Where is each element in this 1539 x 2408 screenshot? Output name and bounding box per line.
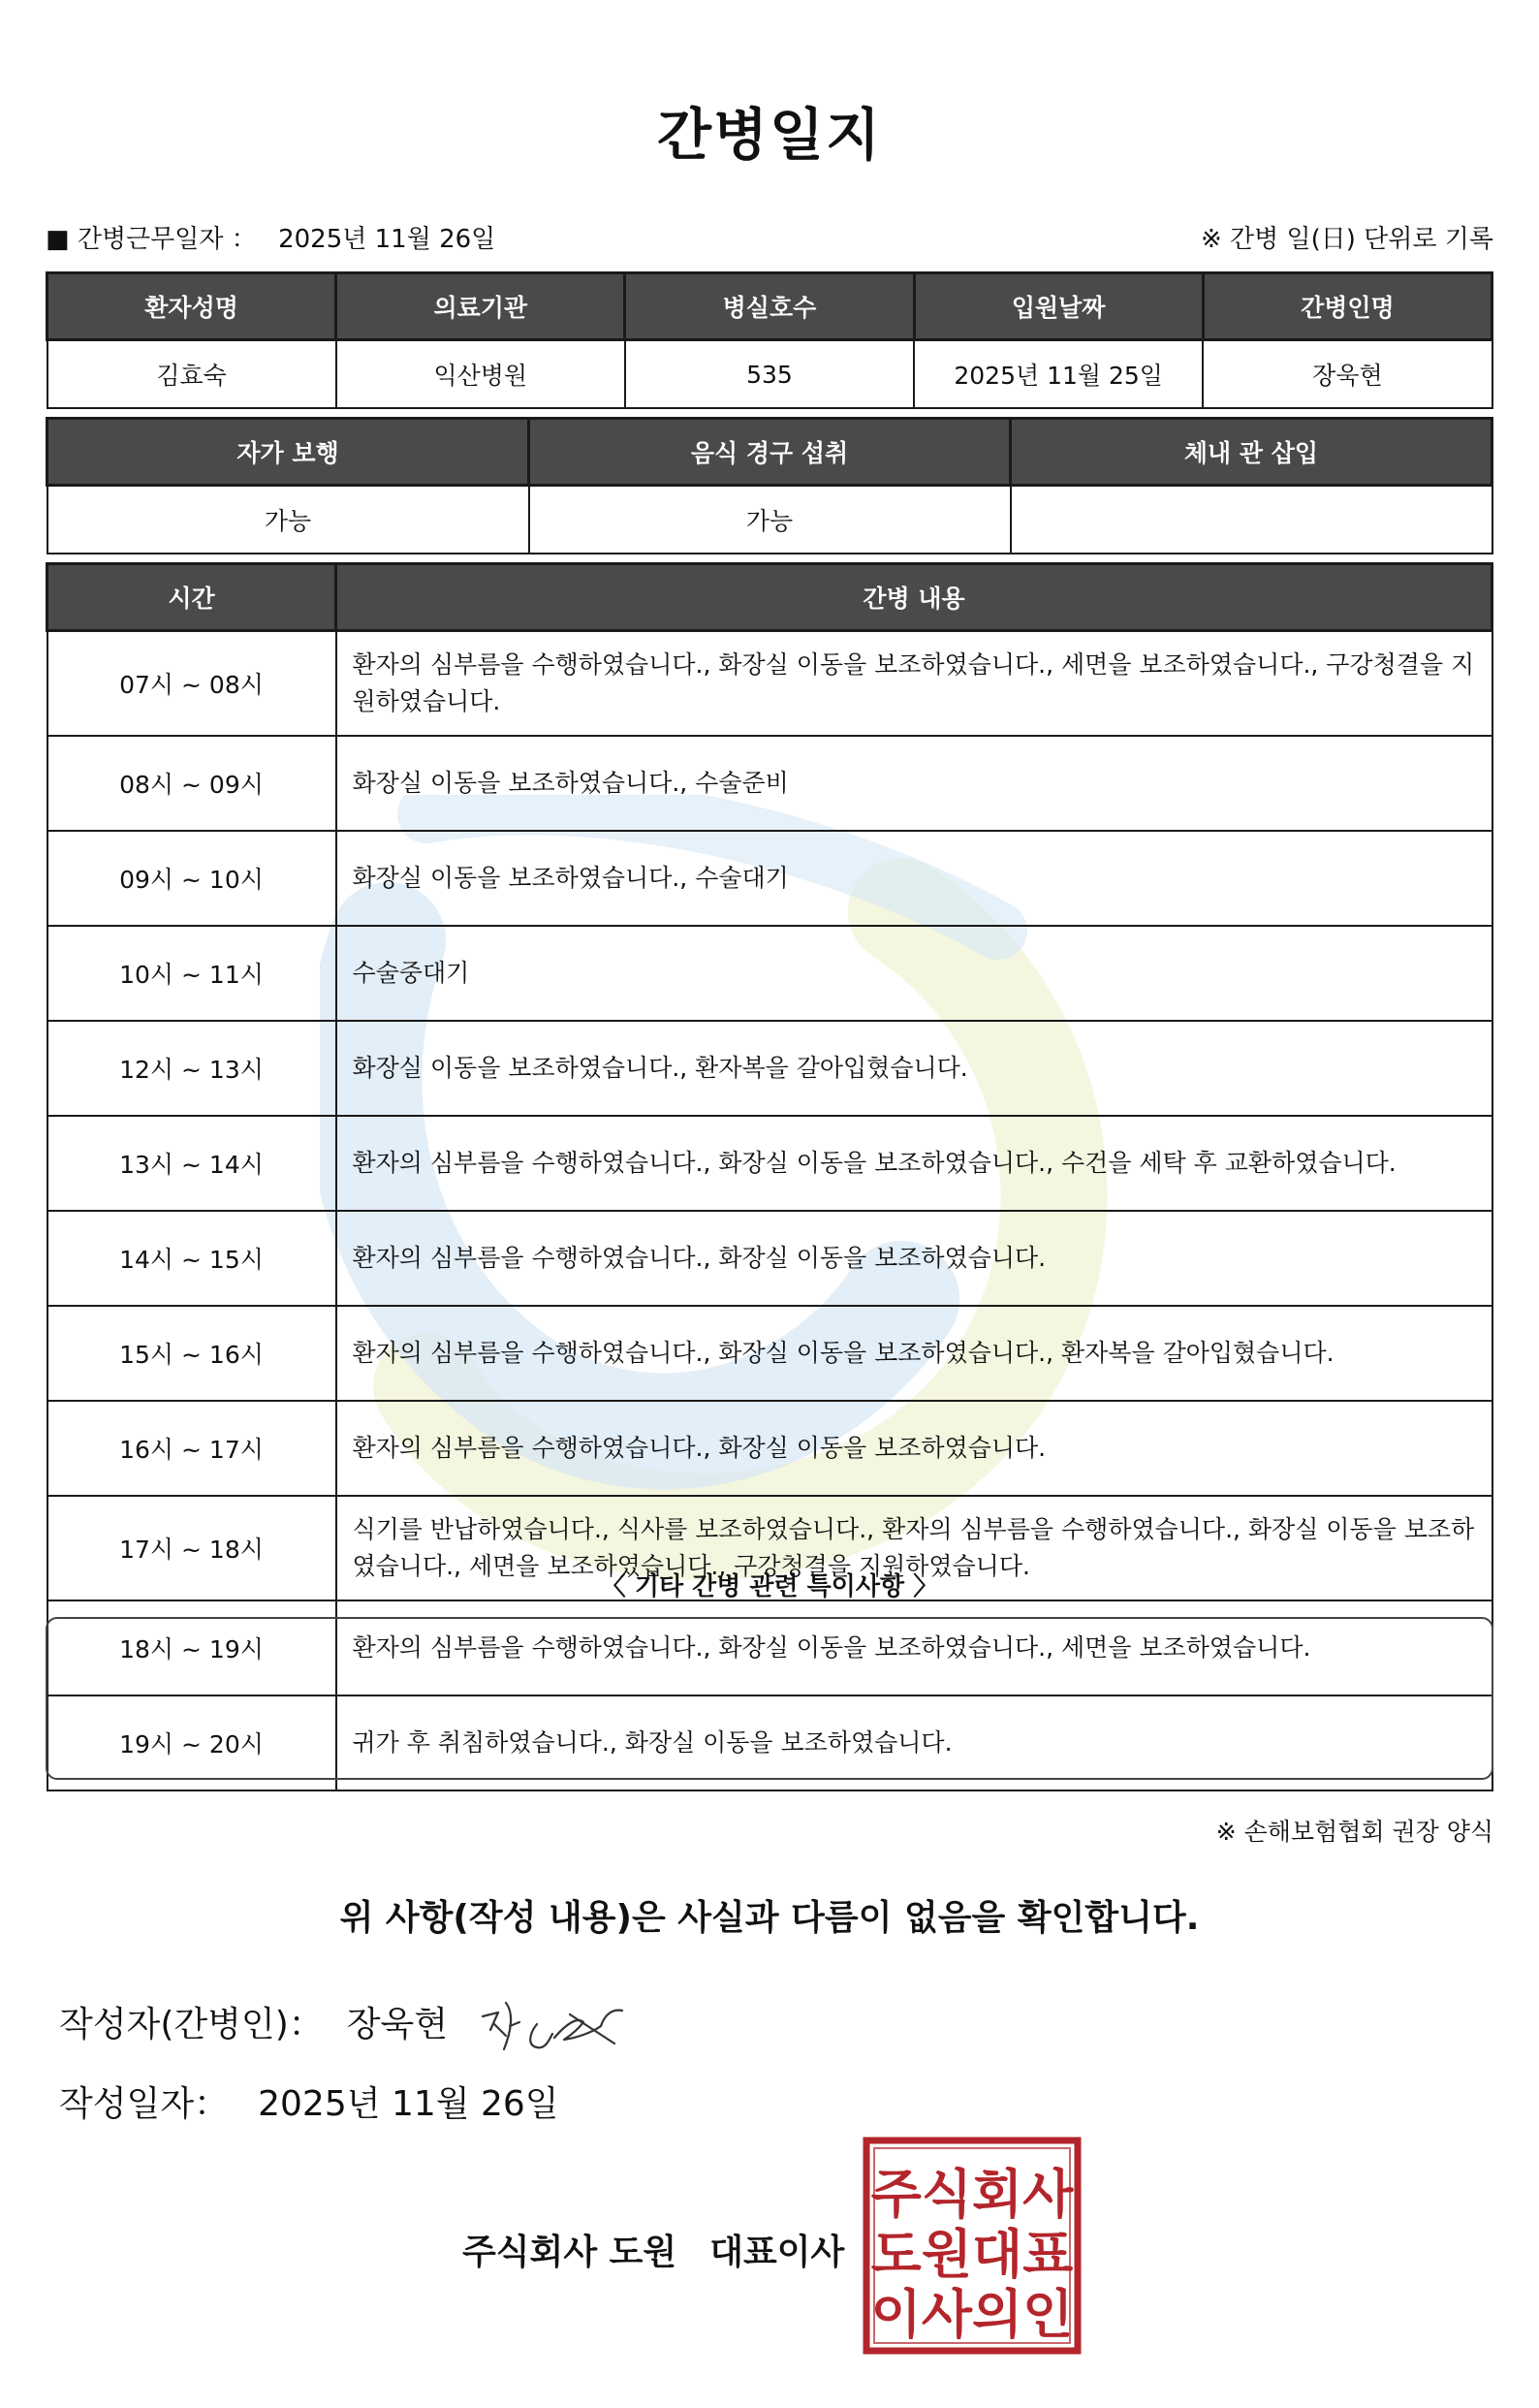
table-row — [47, 1021, 1492, 1116]
document-title: 간병일지 — [656, 102, 883, 168]
representative-title: 대표이사 — [709, 2233, 845, 2272]
time-cell: 16시 ~ 17시 — [47, 1401, 336, 1496]
patient-status-table — [46, 417, 1493, 554]
content-cell: 환자의 심부름을 수행하였습니다., 화장실 이동을 보조하였습니다. — [336, 1211, 1492, 1306]
table-header-row — [47, 419, 1492, 486]
confirmation-statement: 위 사항(작성 내용)은 사실과 다름이 없음을 확인합니다. — [339, 1898, 1200, 1938]
room-number: 535 — [625, 340, 914, 409]
content-cell: 수술중대기 — [336, 926, 1492, 1021]
svg-text:주식회사: 주식회사 — [870, 2164, 1074, 2225]
header-patient-name: 환자성명 — [47, 273, 336, 340]
written-date-value: 2025년 11월 26일 — [258, 2084, 559, 2124]
notes-title: 〈 기타 간병 관련 특이사항 〉 — [600, 1572, 939, 1601]
time-cell: 09시 ~ 10시 — [47, 831, 336, 926]
table-row — [47, 1306, 1492, 1401]
content-cell: 화장실 이동을 보조하였습니다., 수술준비 — [336, 736, 1492, 831]
header-hospital: 의료기관 — [336, 273, 625, 340]
unit-note: ※ 간병 일(日) 단위로 기록 — [1200, 225, 1493, 254]
admission-date: 2025년 11월 25일 — [914, 340, 1203, 409]
table-row — [47, 486, 1492, 554]
table-header-row — [47, 273, 1492, 340]
svg-text:이사의인: 이사의인 — [870, 2284, 1074, 2345]
hospital: 익산병원 — [336, 340, 625, 409]
table-row — [47, 1211, 1492, 1306]
writer-label: 작성자(간병인)： — [59, 2005, 324, 2044]
table-row — [47, 1401, 1492, 1496]
tube-insertion-value — [1011, 486, 1492, 554]
notes-box — [46, 1617, 1493, 1780]
self-walking-value: 가능 — [47, 486, 529, 554]
patient-name: 김효숙 — [47, 340, 336, 409]
header-oral-intake: 음식 경구 섭취 — [529, 419, 1011, 486]
header-self-walking: 자가 보행 — [47, 419, 529, 486]
content-cell: 환자의 심부름을 수행하였습니다., 화장실 이동을 보조하였습니다., 환자복을 갈아입혔습니다. — [336, 1306, 1492, 1401]
handwritten-signature — [477, 1995, 637, 2059]
content-cell: 환자의 심부름을 수행하였습니다., 화장실 이동을 보조하였습니다. — [336, 1401, 1492, 1496]
header-time: 시간 — [47, 564, 336, 631]
patient-info-table — [46, 271, 1493, 409]
time-cell: 07시 ~ 08시 — [47, 631, 336, 736]
oral-intake-value: 가능 — [529, 486, 1011, 554]
header-tube-insertion: 체내 관 삽입 — [1011, 419, 1492, 486]
form-note: ※ 손해보험협회 권장 양식 — [1215, 1818, 1493, 1846]
content-cell: 화장실 이동을 보조하였습니다., 환자복을 갈아입혔습니다. — [336, 1021, 1492, 1116]
written-date-label: 작성일자： — [59, 2084, 230, 2124]
time-cell: 10시 ~ 11시 — [47, 926, 336, 1021]
work-date — [46, 219, 495, 255]
table-header-row — [47, 564, 1492, 631]
content-cell: 환자의 심부름을 수행하였습니다., 화장실 이동을 보조하였습니다., 세면을 보조하였습니다. — [336, 1600, 1492, 1695]
content-cell: 식기를 반납하였습니다., 식사를 보조하였습니다., 환자의 심부름을 수행하였습니다., 화장실 이동을 보조하였습니다., 세면을 보조하였습니다., 구강청결을 지원하였습니다. — [336, 1496, 1492, 1600]
header-caregiver: 간병인명 — [1203, 273, 1492, 340]
time-cell: 08시 ~ 09시 — [47, 736, 336, 831]
table-row — [47, 831, 1492, 926]
caregiver-name: 장욱현 — [1203, 340, 1492, 409]
table-row — [47, 1116, 1492, 1211]
work-date-value: 2025년 11월 26일 — [278, 225, 496, 254]
table-row — [47, 736, 1492, 831]
company-name: 주식회사 도원 — [462, 2233, 677, 2272]
content-cell: 귀가 후 취침하였습니다., 화장실 이동을 보조하였습니다. — [336, 1695, 1492, 1790]
time-cell: 18시 ~ 19시 — [47, 1600, 336, 1695]
time-cell: 17시 ~ 18시 — [47, 1496, 336, 1600]
time-cell: 13시 ~ 14시 — [47, 1116, 336, 1211]
time-cell: 14시 ~ 15시 — [47, 1211, 336, 1306]
header-room: 병실호수 — [625, 273, 914, 340]
writer-line — [59, 1997, 448, 2046]
svg-text:도원대표: 도원대표 — [870, 2224, 1074, 2285]
company-seal-stamp — [863, 2137, 1082, 2355]
company-line — [462, 2225, 844, 2274]
time-cell: 15시 ~ 16시 — [47, 1306, 336, 1401]
table-row — [47, 340, 1492, 409]
table-row — [47, 926, 1492, 1021]
header-care-content: 간병 내용 — [336, 564, 1492, 631]
table-row — [47, 631, 1492, 736]
care-log-table — [46, 562, 1493, 1791]
content-cell: 환자의 심부름을 수행하였습니다., 화장실 이동을 보조하였습니다., 수건을 세탁 후 교환하였습니다. — [336, 1116, 1492, 1211]
time-cell: 19시 ~ 20시 — [47, 1695, 336, 1790]
content-cell: 환자의 심부름을 수행하였습니다., 화장실 이동을 보조하였습니다., 세면을 보조하였습니다., 구강청결을 지원하였습니다. — [336, 631, 1492, 736]
header-admission-date: 입원날짜 — [914, 273, 1203, 340]
time-cell: 12시 ~ 13시 — [47, 1021, 336, 1116]
content-cell: 화장실 이동을 보조하였습니다., 수술대기 — [336, 831, 1492, 926]
written-date-line — [59, 2076, 559, 2126]
work-date-label: ■ 간병근무일자 ： — [46, 225, 257, 254]
writer-name: 장욱현 — [346, 2005, 449, 2044]
